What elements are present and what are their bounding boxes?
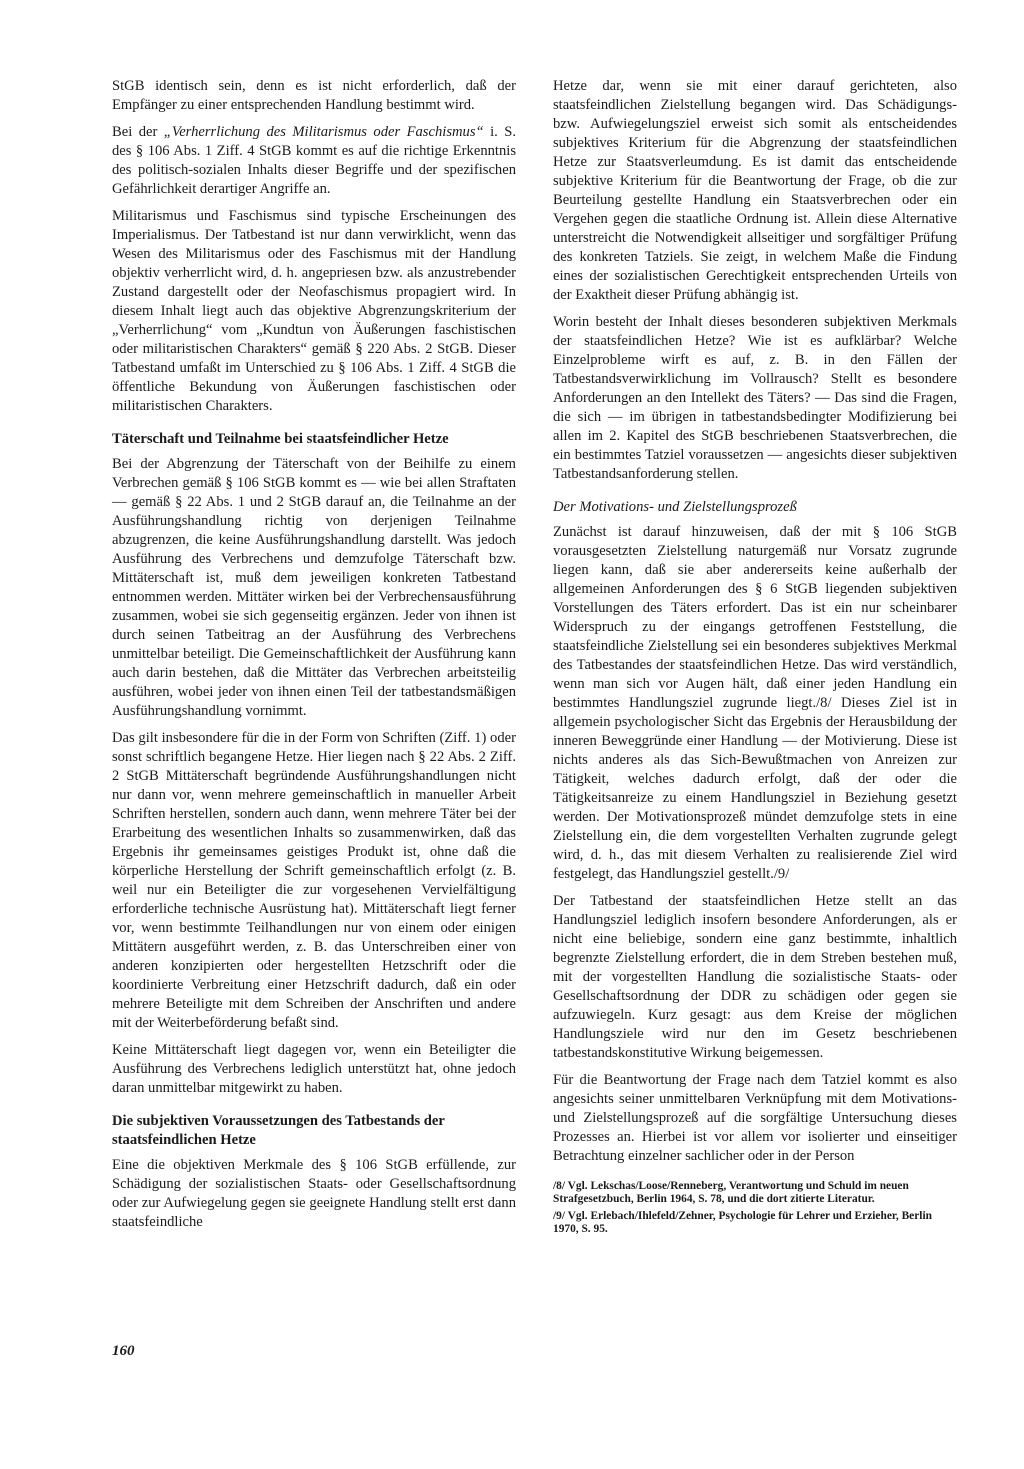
paragraph: StGB identisch sein, denn es ist nicht erforderlich, daß der Empfänger zu einer entsprechenden Handlung bestimmt wird. bbox=[112, 78, 516, 113]
subsection-heading: Der Motivations- und Zielstellungsprozeß bbox=[553, 499, 797, 515]
footnote: /8/ Vgl. Lekschas/Loose/Renneberg, Verantwortung und Schuld im neuen Strafgesetzbuch, Berlin 1964, S. 78, und die dort zitierte Literatur. bbox=[553, 1180, 909, 1205]
emphasis-term: „Verherrlichung des Militarismus oder Faschismus“ bbox=[163, 124, 484, 140]
paragraph: Eine die objektiven Merkmale des § 106 StGB erfüllende, zur Schädigung der sozialistischen Staats- oder Gesellschaftsordnung oder zur Aufwiegelung gegen sie geeignete Handlung stellt erst dann staatsfeindliche bbox=[112, 1157, 516, 1230]
paragraph: Für die Beantwortung der Frage nach dem Tatziel kommt es also angesichts seiner unmittelbaren Verknüpfung mit dem Motivations- und Zielstellungsprozeß auf die sorgfältige Untersuchung dieses Prozesses an. Hierbei ist vor allem vor isolierter und einseitiger Betrachtung einzelner sachlicher oder in der Person bbox=[553, 1072, 957, 1164]
paragraph: Der Tatbestand der staatsfeindlichen Hetze stellt an das Handlungsziel lediglich insofern besondere Anforderungen, als er nicht eine beliebige, sondern eine ganz bestimmte, inhaltlich begrenzte Zielstellung erfordert, die in dem Streben bestehen muß, mit der vorgestellten Handlung die sozialistische Staats- oder Gesellschaftsordnung der DDR zu schädigen oder gegen sie aufzuwiegeln. Kurz gesagt: aus dem Kreise der möglichen Handlungsziele wird nur den im Gesetz beschriebenen tatbestandskonstitutive Wirkung beigemessen. bbox=[553, 893, 957, 1061]
paragraph-rest: i. S. des § 106 Abs. 1 Ziff. 4 StGB kommt es auf die richtige Erkenntnis des politisch-sozialen Inhalts dieser Begriffe und der spezifischen Gefährlichkeit derartiger Angriffe an. bbox=[112, 124, 516, 197]
left-column bbox=[112, 77, 516, 1240]
paragraph: Worin besteht der Inhalt dieses besonderen subjektiven Merkmals der staatsfeindlichen Hetze? Wie ist es aufklärbar? Welche Einzelprobleme wirft es auf, z. B. in den Fällen der Tatbestandsverwirklichung im Vollrausch? Stellt es besondere Anforderungen an den Intellekt des Täters? — Das sind die Fragen, die sich — im übrigen in tatbestandsbedingter Modifizierung bei allen im 2. Kapitel des StGB beschriebenen Staatsverbrechen, die ein bestimmtes Tatziel voraussetzen — angesichts dieser subjektiven Tatbestandsanforderung stellen. bbox=[553, 314, 957, 482]
right-column bbox=[553, 77, 957, 1240]
section-heading: Täterschaft und Teilnahme bei staatsfeindlicher Hetze bbox=[112, 431, 449, 447]
paragraph: Keine Mittäterschaft liegt dagegen vor, wenn ein Beteiligter die Ausführung des Verbrechens lediglich unterstützt hat, ohne jedoch daran unmittelbar mitgewirkt zu haben. bbox=[112, 1042, 516, 1096]
paragraph: Das gilt insbesondere für die in der Form von Schriften (Ziff. 1) oder sonst schriftlich begangene Hetze. Hier liegen nach § 22 Abs. 2 Ziff. 2 StGB Mittäterschaft begründende Ausführungshandlungen nicht nur dann vor, wenn mehrere gemeinschaftlich in manueller Arbeit Schriften herstellen, sondern auch dann, wenn mehrere Täter bei der Erarbeitung des wesentlichen Inhalts so zusammenwirken, daß das Ergebnis ihr gemeinsames geistiges Produkt ist, ohne daß die körperliche Herstellung der Schrift gemeinschaftlich erfolgt (z. B. weil nur ein Beteiligter die zur vorgesehenen Vervielfältigung erforderliche technische Ausrüstung hat). Mittäterschaft liegt ferner vor, wenn bestimmte Teilhandlungen nur von einem oder einigen Mittätern ausgeführt werden, z. B. das Unterschreiben einer von anderen konzipierten oder hergestellten Hetzschrift oder die koordinierte Verbreitung einer Hetzschrift dadurch, daß ein oder mehrere Beteiligte mit dem Schreiben der Anschriften und andere mit der Weiterbeförderung befaßt sind. bbox=[112, 730, 516, 1031]
paragraph-lead: Bei der bbox=[112, 124, 164, 140]
paragraph: Militarismus und Faschismus sind typische Erscheinungen des Imperialismus. Der Tatbestand ist nur dann verwirklicht, wenn das Wesen des Militarismus oder des Faschismus mit der Handlung objektiv verherrlicht wird, d. h. angepriesen bzw. als anzustrebender Zustand dargestellt oder der Neofaschismus propagiert wird. In diesem Inhalt liegt auch das objektive Abgrenzungskriterium der „Verherrlichung“ vom „Kundtun von Äußerungen faschistischen oder militaristischen Charakters“ gemäß § 220 Abs. 2 StGB. Dieser Tatbestand umfaßt im Unterschied zu § 106 Abs. 1 Ziff. 4 StGB die öffentliche Bekundung von Äußerungen faschistischen oder militaristischen Charakters. bbox=[112, 208, 516, 414]
footnote: /9/ Vgl. Erlebach/Ihlefeld/Zehner, Psychologie für Lehrer und Erzieher, Berlin 1970, S. 95. bbox=[553, 1210, 932, 1235]
paragraph: Zunächst ist darauf hinzuweisen, daß der mit § 106 StGB vorausgesetzten Zielstellung naturgemäß nur Vorsatz zugrunde liegen kann, daß sie aber andererseits keine außerhalb der allgemeinen Anforderungen des § 6 StGB liegenden subjektiven Vorstellungen des Täters erfordert. Das ist ein nur scheinbarer Widerspruch zu der eingangs getroffenen Feststellung, die staatsfeindliche Zielstellung sei ein besonderes subjektives Merkmal des Tatbestandes der staatsfeindlichen Hetze. Das wird verständlich, wenn man sich vor Augen hält, daß einer jeden Handlung ein bestimmtes Handlungsziel zugrunde liegt./8/ Dieses Ziel ist in allgemein psychologischer Sicht das Ergebnis der Herausbildung der inneren Beweggründe einer Handlung — der Motivierung. Diese ist nichts anderes als das Sich-Bewußtmachen von Anreizen zur Tätigkeit, welches dadurch erfolgt, daß der oder die Tätigkeitsanreize zu einem Handlungsziel in Beziehung gesetzt werden. Der Motivationsprozeß mündet demzufolge stets in eine Zielstellung ein, die dem vorgestellten Verhalten zugrunde gelegt wird, d. h., das mit diesem Verhalten zu realisierende Ziel wird festgelegt, das Handlungsziel gestellt./9/ bbox=[553, 524, 957, 882]
paragraph: Bei der Abgrenzung der Täterschaft von der Beihilfe zu einem Verbrechen gemäß § 106 StGB kommt es — wie bei allen Straftaten — gemäß § 22 Abs. 1 und 2 StGB darauf an, die Teilnahme an der Ausführungshandlung richtig von derjenigen Teilnahme abzugrenzen, die keine Ausführungshandlung darstellt. Was jedoch Ausführung des Verbrechens und demzufolge Täterschaft bzw. Mittäterschaft ist, muß dem jeweiligen konkreten Tatbestand entnommen werden. Mittäter wirken bei der Verbrechensausführung zusammen, wobei sie sich gegenseitig ergänzen. Jeder von ihnen ist durch seinen Tatbeitrag an der Ausführung des Verbrechens unmittelbar beteiligt. Die Gemeinschaftlichkeit der Ausführung kann auch darin bestehen, daß die Mittäter das Verbrechen arbeitsteilig ausführen, wobei jeder von ihnen einen Teil der tatbestandsmäßigen Ausführungshandlung vornimmt. bbox=[112, 456, 516, 719]
page-number: 160 bbox=[112, 1343, 135, 1359]
paragraph: Hetze dar, wenn sie mit einer darauf gerichteten, also staatsfeindlichen Zielstellung begangen wird. Das Schädigungs- bzw. Aufwiegelungsziel erweist sich somit als entscheidendes subjektives Kriterium für die Abgrenzung der staatsfeindlichen Hetze zur Staatsverleumdung. Es ist damit das entscheidende subjektive Kriterium für die Beantwortung der Frage, ob die zur Beurteilung gestellte Handlung ein Staatsverbrechen oder ein Vergehen gegen die staatliche Ordnung ist. Allein diese Alternative unterstreicht die Notwendigkeit allseitiger und sorgfältiger Prüfung des konkreten Tatziels. Sie zeigt, in welchem Maße die Findung eines der sozialistischen Gerechtigkeit entsprechenden Urteils von der Exaktheit dieser Prüfung abhängig ist. bbox=[553, 78, 957, 303]
section-heading: Die subjektiven Voraussetzungen des Tatbestands der staatsfeindlichen Hetze bbox=[112, 1113, 445, 1148]
paragraph bbox=[112, 123, 516, 199]
